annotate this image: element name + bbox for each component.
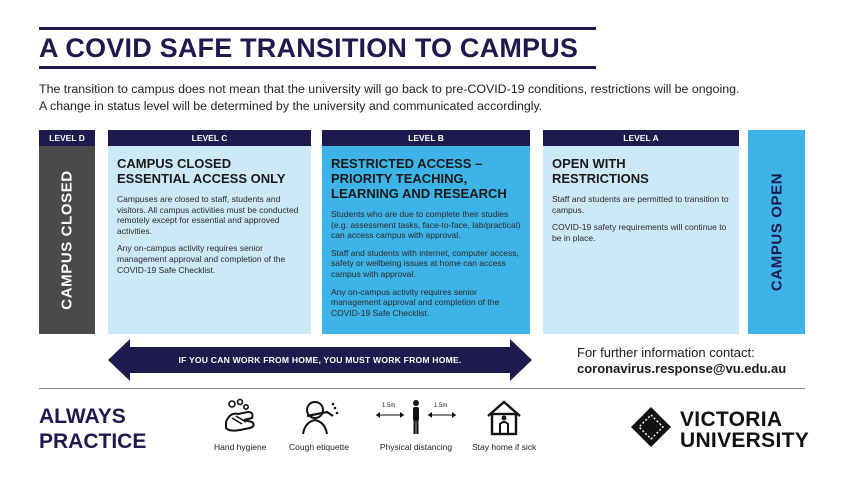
hand-hygiene-label: Hand hygiene (214, 442, 267, 452)
level-d-panel (39, 146, 95, 334)
level-b-panel (322, 146, 530, 334)
intro-text (39, 81, 829, 115)
vu-wordmark-line-2: UNIVERSITY (680, 429, 810, 452)
work-from-home-text: IF YOU CAN WORK FROM HOME, YOU MUST WORK FROM HOME. (178, 355, 462, 365)
campus-closed-label: CAMPUS CLOSED (58, 170, 76, 310)
level-a-paragraph-1: Staff and students are permitted to transition to campus. (552, 194, 729, 215)
vu-diamond-logo (630, 406, 672, 448)
level-d-header: LEVEL D (39, 130, 95, 146)
distance-right-label: 1.5m (434, 403, 448, 409)
level-b-paragraph-1: Students who are due to complete their studies (e.g. assessment tasks, face-to-face, lab/practical) can access campus with approval. (331, 209, 521, 241)
level-b-paragraph-2: Staff and students with internet, computer access, safety or wellbeing issues at home can access campus with approval. (331, 247, 519, 279)
level-c-heading-line-2: ESSENTIAL ACCESS ONLY (117, 171, 286, 186)
practice-stay-home (472, 398, 536, 452)
home-icon (482, 398, 526, 438)
page-title: A COVID SAFE TRANSITION TO CAMPUS (39, 33, 579, 63)
level-b-heading-line-3: LEARNING AND RESEARCH (331, 186, 507, 201)
vu-wordmark (680, 409, 809, 451)
practice-physical-distancing (374, 398, 458, 452)
top-rule (39, 27, 596, 30)
practice-hand-hygiene (214, 398, 266, 452)
level-a-paragraph-2: COVID-19 safety requirements will continue to be in place. (552, 222, 727, 243)
level-a-heading-line-1: OPEN WITH (552, 156, 626, 171)
level-b-heading-line-2: PRIORITY TEACHING, (331, 171, 468, 186)
campus-open-label: CAMPUS OPEN (768, 172, 785, 292)
practice-cough-etiquette (289, 398, 349, 452)
level-a-panel (543, 146, 739, 334)
contact-label: For further information contact: (577, 345, 755, 360)
section-divider (39, 388, 805, 389)
intro-line-2: A change in status level will be determined by the university and communicated accordingly. (39, 99, 543, 113)
vu-wordmark-line-1: VICTORIA (680, 408, 783, 431)
level-c-panel (108, 146, 311, 334)
campus-open-panel (748, 130, 805, 334)
hand-wash-icon (218, 398, 262, 438)
stay-home-label: Stay home if sick (472, 442, 537, 452)
level-b-header: LEVEL B (322, 130, 530, 146)
level-c-paragraph-2: Any on-campus activity requires senior management approval and completion of the COVID-19 Safe Checklist. (117, 243, 286, 275)
physical-distancing-label: Physical distancing (379, 442, 453, 452)
practice-line: PRACTICE (39, 430, 147, 453)
level-b-heading (331, 156, 521, 201)
always-practice-heading (39, 404, 146, 454)
intro-line-1: The transition to campus does not mean that the university will go back to pre-COVID-19 conditions, restrictions will be ongoing. (39, 82, 740, 96)
level-a-heading-line-2: RESTRICTIONS (552, 171, 649, 186)
cough-icon (297, 398, 341, 438)
contact-email[interactable]: coronavirus.response@vu.edu.au (577, 361, 787, 376)
title-underline (39, 66, 596, 69)
level-c-header: LEVEL C (108, 130, 311, 146)
distance-left-label: 1.5m (382, 403, 396, 409)
level-b-heading-line-1: RESTRICTED ACCESS – (331, 156, 483, 171)
level-a-heading (552, 156, 730, 186)
cough-etiquette-label: Cough etiquette (289, 442, 350, 452)
level-c-paragraph-1: Campuses are closed to staff, students and visitors. All campus activities must be conducted remotely except for essential and approved activities. (117, 194, 299, 236)
level-c-heading-line-1: CAMPUS CLOSED (117, 156, 232, 171)
always-line: ALWAYS (39, 405, 126, 428)
level-a-header: LEVEL A (543, 130, 739, 146)
level-b-paragraph-3: Any on-campus activity requires senior management approval and completion of the COVID-19 Safe Checklist. (331, 286, 500, 318)
level-c-heading (117, 156, 302, 186)
